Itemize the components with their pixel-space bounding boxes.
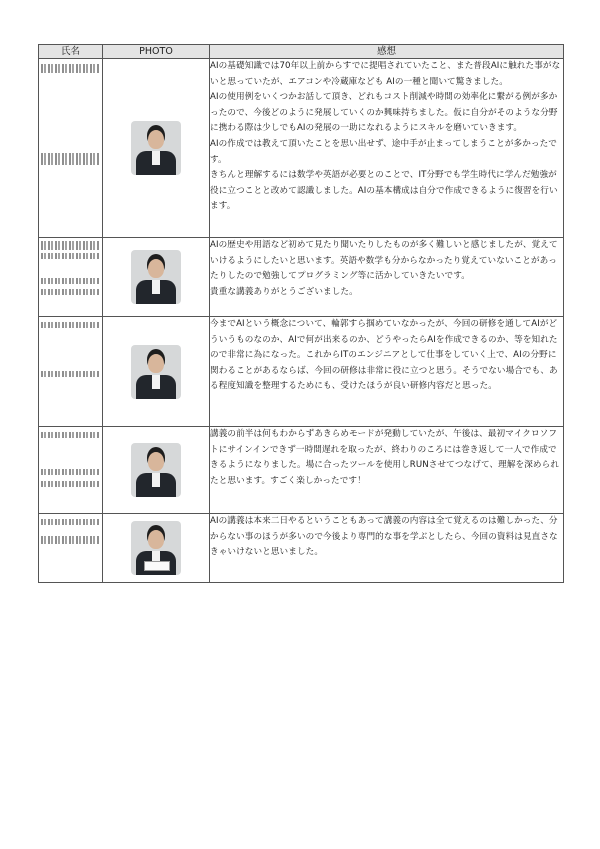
redacted-name — [39, 514, 103, 583]
header-comment: 感想 — [210, 45, 564, 59]
feedback-table — [38, 44, 564, 583]
person-photo — [131, 121, 181, 175]
photo-cell — [103, 514, 210, 583]
table-row — [39, 238, 564, 317]
redacted-name — [39, 238, 103, 317]
comment-cell — [210, 514, 564, 583]
comment-paragraph: 講義の前半は何もわからずあきらめモードが発動していたが、午後は、最初マイクロソフトにサインインできず一時間遅れを取ったが、終わりのころには巻き返して一人で作成できるようになりました。場に合ったツールを使用しRUNさせてつなげて、理解を深められたと思います。すごく楽しかったです！ — [210, 429, 560, 486]
comment-paragraph: AIの作成では教えて頂いたことを思い出せず、途中手が止まってしまうことが多かったです。 — [210, 138, 557, 165]
photo-cell — [103, 317, 210, 427]
person-photo — [131, 250, 181, 304]
redacted-name — [39, 317, 103, 427]
table-row — [39, 317, 564, 427]
header-name: 氏名 — [39, 45, 103, 59]
header-photo: PHOTO — [103, 45, 210, 59]
redacted-name — [39, 427, 103, 514]
comment-cell — [210, 238, 564, 317]
comment-cell — [210, 427, 564, 514]
person-photo — [131, 443, 181, 497]
comment-paragraph: AIの講義は本来二日やるということもあって講義の内容は全て覚えるのは難しかった、分からない事のほうが多いので今後より専門的な事を学ぶとしたら、今回の資料は見直さなきゃいけないと思いました。 — [210, 516, 558, 558]
comment-cell — [210, 59, 564, 238]
comment-paragraph: きちんと理解するには数学や英語が必要とのことで、IT分野でも学生時代に学んだ勉強が役に立つことと改めて認識しました。AIの基本構成は自分で作成できるように復習を行います。 — [210, 170, 558, 212]
table-row — [39, 59, 564, 238]
table-row — [39, 427, 564, 514]
redacted-name — [39, 59, 103, 238]
comment-paragraph: AIの歴史や用語など初めて見たり聞いたりしたものが多く難しいと感じましたが、覚えていけるようにしたいと思います。英語や数学も分からなかったり覚えていないことがあったりしたので勉強してプログラミング等に活かしていきたいです。 — [210, 240, 558, 282]
person-photo — [131, 345, 181, 399]
comment-paragraph: AIの基礎知識では70年以上前からすでに提唱されていたこと、また普段AIに触れた事がないと思っていたが、エアコンや冷蔵庫なども AIの一種と聞いて驚きました。 — [210, 61, 561, 87]
person-photo — [131, 521, 181, 575]
table-header-row — [39, 45, 564, 59]
table-row — [39, 514, 564, 583]
photo-cell — [103, 427, 210, 514]
comment-paragraph: 貴重な講義ありがとうございました。 — [210, 286, 358, 297]
comment-paragraph: 今までAIという概念について、輪郭すら掴めていなかったが、今回の研修を通してAIがどういうものなのか、AIで何が出来るのか、どうやったらAIを作成できるのか、等を知れたので非常に為になった。これからITのエンジニアとして仕事をしていく上で、AIの分野に関わることがあるならば、今回の研修は非常に役に立つと思う。そうでない場合でも、ある程度知識を整理するためにも、受けたほうが良い研修内容だと思った。 — [210, 319, 558, 392]
comment-paragraph: AIの使用例をいくつかお話して頂き、どれもコスト削減や時間の効率化に繋がる例が多かったので、今後どのように発展していくのか興味持ちました。仮に自分がそのような分野に携わる際は少しでもAIの発展の一助になれるようにスキルを磨いていきます。 — [210, 92, 558, 134]
comment-cell — [210, 317, 564, 427]
photo-cell — [103, 59, 210, 238]
photo-cell — [103, 238, 210, 317]
